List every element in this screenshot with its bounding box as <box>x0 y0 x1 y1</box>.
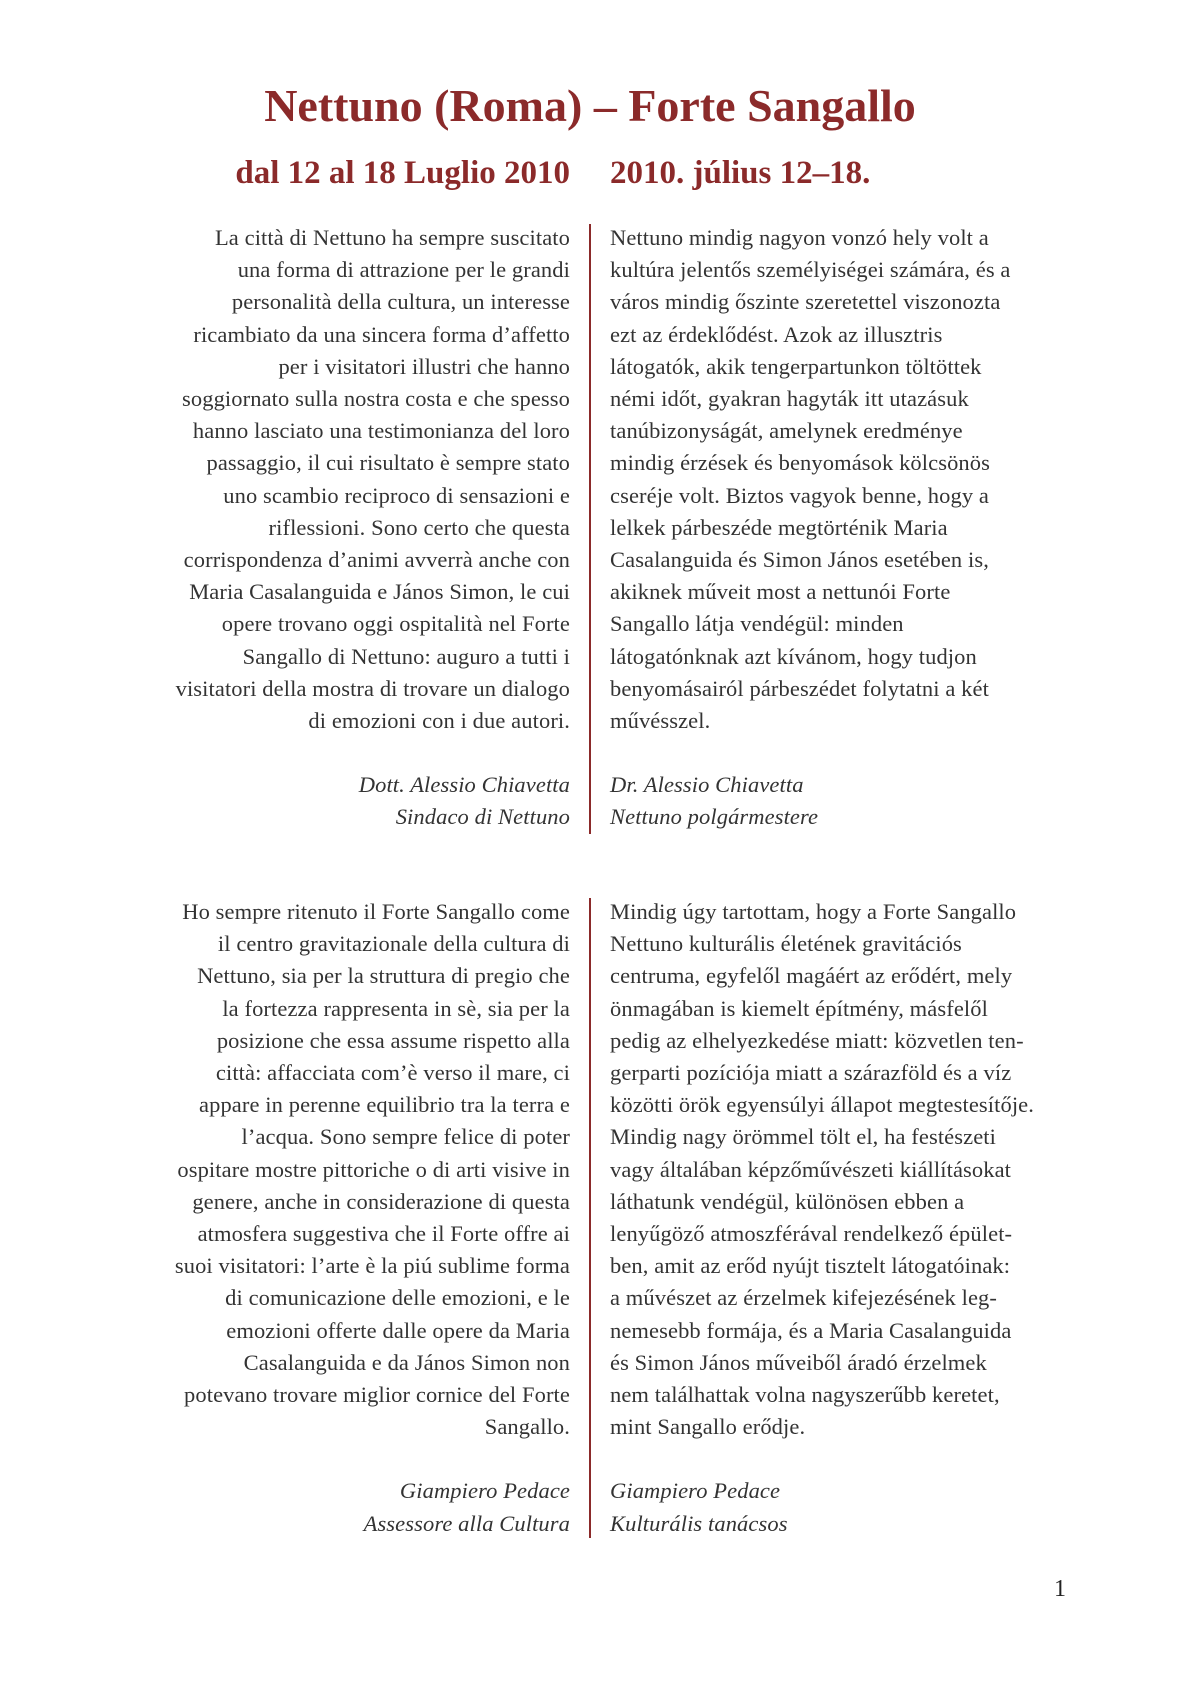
text-line: hanno lasciato una testimonianza del loro <box>192 418 570 444</box>
text-line: posizione che essa assume rispetto alla <box>216 1027 570 1053</box>
text-line: Sangallo látja vendégül: minden <box>610 611 904 637</box>
text-line: appare in perenne equilibrio tra la terra e <box>199 1092 570 1118</box>
text-line: Mindig nagy örömmel tölt el, ha festészeti <box>610 1124 996 1150</box>
text-line: önmagában is kiemelt építmény, másfelől <box>610 995 988 1021</box>
text-line: némi időt, gyakran hagyták itt utazásuk <box>610 386 969 412</box>
text-line: Nettuno mindig nagyon vonzó hely volt a <box>610 225 989 250</box>
section1-italian-column <box>176 222 570 834</box>
text-line: La città di Nettuno ha sempre suscitato <box>214 225 570 250</box>
text-line: ben, amit az erőd nyújt tisztelt látogatóinak: <box>610 1253 1011 1279</box>
text-line: l’acqua. Sono sempre felice di poter <box>241 1124 570 1150</box>
text-line: Nettuno kulturális életének gravitációs <box>610 931 962 957</box>
text-line: città: affacciata com’è verso il mare, ci <box>215 1060 570 1086</box>
section2-hungarian-text <box>610 896 1034 1443</box>
signature-line: Giampiero Pedace <box>610 1478 781 1504</box>
text-line: nemesebb formája, és a Maria Casalanguida <box>610 1317 1012 1343</box>
text-line: mindig érzések és benyomások kölcsönös <box>610 450 990 476</box>
subtitle-italian: dal 12 al 18 Luglio 2010 <box>235 155 570 191</box>
text-line: genere, anche in considerazione di questa <box>192 1188 570 1214</box>
text-line: tanúbizonyságát, amelynek eredménye <box>610 418 963 444</box>
text-line: gerparti pozíciója miatt a szárazföld és a víz <box>610 1060 1012 1086</box>
text-line: potevano trovare miglior cornice del Forte <box>184 1382 570 1408</box>
page-title: Nettuno (Roma) – Forte Sangallo <box>264 80 916 131</box>
section1-hungarian-column <box>610 222 1011 834</box>
section2-italian-text <box>175 896 570 1443</box>
text-line: il centro gravitazionale della cultura di <box>217 931 570 957</box>
text-line: Mindig úgy tartottam, hogy a Forte Sangallo <box>610 899 1017 924</box>
text-line: látogatónknak azt kívánom, hogy tudjon <box>610 643 977 669</box>
subtitle-hungarian: 2010. július 12–18. <box>610 155 871 191</box>
text-line: város mindig őszinte szeretettel viszonozta <box>610 289 1001 315</box>
text-line: corrispondenza d’animi avverrà anche con <box>183 547 570 573</box>
section2-hungarian-column <box>610 896 1034 1540</box>
text-line: ricambiato da una sincera forma d’affetto <box>193 321 570 347</box>
text-line: soggiornato sulla nostra costa e che spesso <box>182 386 570 412</box>
text-line: Casalanguida e da János Simon non <box>243 1349 570 1375</box>
signature-line: Sindaco di Nettuno <box>395 804 570 830</box>
section1-hungarian-signature <box>610 769 1011 833</box>
text-line: lenyűgöző atmoszférával rendelkező épület- <box>610 1221 1013 1247</box>
text-line: közötti örök egyensúlyi állapot megtestesítője. <box>610 1092 1034 1118</box>
text-line: una forma di attrazione per le grandi <box>237 257 570 283</box>
section1-hungarian-text <box>610 222 1011 737</box>
text-line: Sangallo. <box>484 1414 570 1440</box>
text-line: lelkek párbeszéde megtörténik Maria <box>610 514 948 540</box>
text-line: centruma, egyfelől magáért az erődért, mely <box>610 963 1013 989</box>
text-line: di comunicazione delle emozioni, e le <box>225 1285 570 1311</box>
signature-line: Dr. Alessio Chiavetta <box>610 772 804 798</box>
text-line: vagy általában képzőművészeti kiállításokat <box>610 1156 1012 1182</box>
text-line: látogatók, akik tengerpartunkon töltöttek <box>610 353 982 379</box>
signature-line: Dott. Alessio Chiavetta <box>358 772 570 798</box>
text-line: a művészet az érzelmek kifejezésének leg- <box>610 1285 997 1311</box>
text-line: ospitare mostre pittoriche o di arti visive in <box>177 1156 570 1182</box>
section2-italian-column <box>175 896 570 1540</box>
text-line: opere trovano oggi ospitalità nel Forte <box>221 611 570 637</box>
text-line: pedig az elhelyezkedése miatt: közvetlen ten- <box>610 1027 1024 1053</box>
text-line: Maria Casalanguida e János Simon, le cui <box>189 579 570 605</box>
section1-italian-text <box>176 222 570 737</box>
text-line: Sangallo di Nettuno: auguro a tutti i <box>242 643 570 669</box>
column-divider-1 <box>589 224 591 834</box>
signature-line: Nettuno polgármestere <box>610 804 819 830</box>
text-line: passaggio, il cui risultato è sempre stato <box>206 450 570 476</box>
text-line: cseréje volt. Biztos vagyok benne, hogy a <box>610 482 989 508</box>
text-line: művésszel. <box>610 708 711 734</box>
text-line: Casalanguida és Simon János esetében is, <box>610 547 989 573</box>
text-line: ezt az érdeklődést. Azok az illusztris <box>610 321 943 347</box>
text-line: láthatunk vendégül, különösen ebben a <box>610 1188 965 1214</box>
text-line: akiknek műveit most a nettunói Forte <box>610 579 951 605</box>
text-line: Ho sempre ritenuto il Forte Sangallo come <box>182 899 570 924</box>
text-line: Nettuno, sia per la struttura di pregio che <box>197 963 570 989</box>
column-divider-2 <box>589 898 591 1538</box>
signature-line: Kulturális tanácsos <box>610 1510 788 1536</box>
text-line: benyomásairól párbeszédet folytatni a két <box>610 675 989 701</box>
text-line: la fortezza rappresenta in sè, sia per la <box>222 995 570 1021</box>
section2-hungarian-signature <box>610 1475 1034 1539</box>
text-line: personalità della cultura, un interesse <box>231 289 570 315</box>
section1-italian-signature <box>176 769 570 833</box>
text-line: visitatori della mostra di trovare un dialogo <box>175 675 570 701</box>
text-line: di emozioni con i due autori. <box>308 708 570 734</box>
text-line: kultúra jelentős személyiségei számára, és a <box>610 257 1011 283</box>
signature-line: Assessore alla Cultura <box>363 1510 570 1536</box>
text-line: emozioni offerte dalle opere da Maria <box>226 1317 570 1343</box>
text-line: riflessioni. Sono certo che questa <box>268 514 570 540</box>
text-line: suoi visitatori: l’arte è la piú sublime forma <box>174 1253 570 1279</box>
text-line: mint Sangallo erődje. <box>610 1414 806 1440</box>
text-line: per i visitatori illustri che hanno <box>278 353 570 379</box>
page-number: 1 <box>1054 1576 1066 1602</box>
text-line: nem találhattak volna nagyszerűbb keretet, <box>610 1382 1000 1408</box>
section2-italian-signature <box>175 1475 570 1539</box>
signature-line: Giampiero Pedace <box>399 1478 570 1504</box>
text-line: és Simon János műveiből áradó érzelmek <box>610 1349 987 1375</box>
text-line: uno scambio reciproco di sensazioni e <box>223 482 570 508</box>
text-line: atmosfera suggestiva che il Forte offre ai <box>197 1221 570 1247</box>
